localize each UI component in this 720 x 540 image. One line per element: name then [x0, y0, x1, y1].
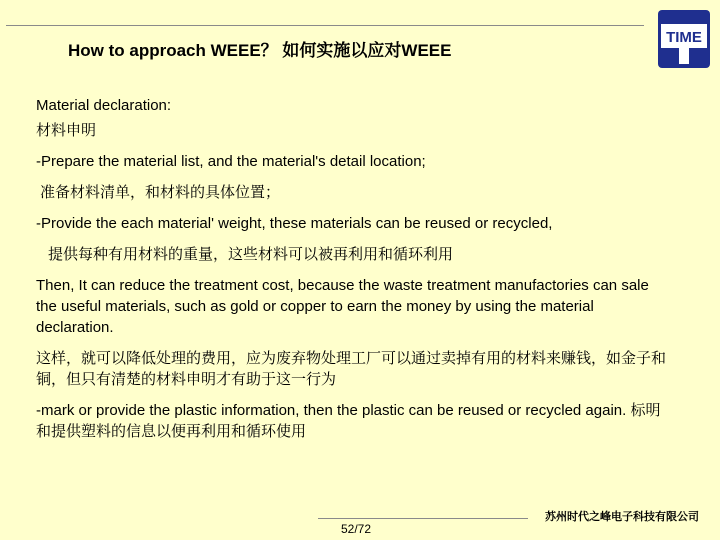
- paragraph-plastic-info: -mark or provide the plastic information, then the plastic can be reused or recycled again. 标明和提供塑料的信息以便再利用和循环使用: [36, 402, 661, 440]
- logo-text: TIME: [666, 29, 702, 46]
- paragraph-provide-weight-cn: 提供每种有用材料的重量，这些材料可以被再利用和循环利用: [48, 246, 454, 263]
- paragraph-reduce-cost-cn: 这样，就可以降低处理的费用，应为废弃物处理工厂可以通过卖掉有用的材料来赚钱，如金子和铜，但只有清楚的材料申明才有助于这一行为: [36, 350, 667, 388]
- page-number: 52/72: [341, 522, 372, 536]
- slide-title: How to approach WEEE？ 如何实施以应对WEEE: [68, 41, 452, 60]
- paragraph-material-declaration: Material declaration:: [36, 97, 172, 114]
- header-rule: [6, 25, 644, 26]
- paragraph-prepare-list: -Prepare the material list, and the material's detail location;: [36, 153, 426, 170]
- paragraph-prepare-list-cn: 准备材料清单，和材料的具体位置；: [40, 184, 281, 201]
- footer-rule: [318, 518, 528, 519]
- paragraph-reduce-cost: Then, It can reduce the treatment cost, because the waste treatment manufactories can sale the useful materials, such as gold or copper to earn the money by using the material declaration.: [36, 277, 649, 336]
- time-logo: [652, 8, 716, 72]
- company-name: 苏州时代之峰电子科技有限公司: [545, 511, 699, 523]
- paragraph-material-declaration-cn: 材料申明: [36, 122, 97, 139]
- paragraph-provide-weight: -Provide the each material' weight, these materials can be reused or recycled,: [36, 215, 553, 232]
- slide-body: [36, 95, 666, 452]
